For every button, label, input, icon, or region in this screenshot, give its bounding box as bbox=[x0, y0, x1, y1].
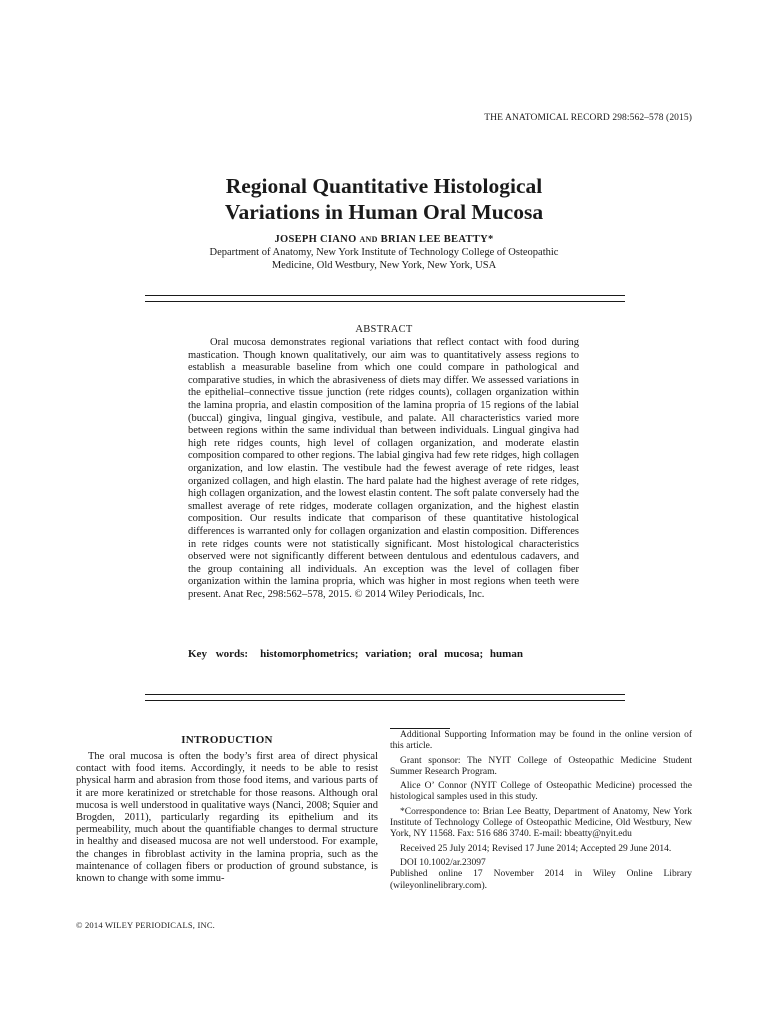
journal-header: THE ANATOMICAL RECORD 298:562–578 (2015) bbox=[484, 113, 692, 123]
author-beatty: BRIAN LEE BEATTY* bbox=[380, 234, 494, 245]
footnotes bbox=[390, 730, 692, 892]
footnote-doi: DOI 10.1002/ar.23097 bbox=[400, 857, 486, 868]
footnote-rule bbox=[390, 728, 450, 729]
footnote-acknowledgment: Alice O’ Connor (NYIT College of Osteopathic Medicine) processed the histological samples used in this study. bbox=[390, 781, 692, 803]
bottom-rule-1 bbox=[145, 694, 625, 695]
abstract-body: Oral mucosa demonstrates regional variations that reflect contact with food during mastication. Though known qualitatively, our aim was to quantitatively assess regions to establish a measurable baseline from which one could compare in pathological and comparative studies, in which the abrasiveness of diets may differ. We assessed variations in the epithelial–connective tissue junction (rete ridges counts), collagen organization within the lamina propria, and elastin composition of the lamina propria of 15 regions of the labial (buccal) gingiva, lingual gingiva, vestibule, and palate. All characteristics varied more between regions within the same individual than between individuals. Lingual gingiva had high rete ridges counts, high level of collagen organization, and moderate elastin composition compared to other regions. The labial gingiva had few rete ridges, high collagen organization, and low elastin. The vestibule had the fewest average of rete ridges, least organized collagen, and high elastin. The hard palate had the highest average of rete ridges, high collagen organization, and the lowest elastin content. The soft palate conversely had the smallest average of rete ridges, moderate collagen organization, and the highest elastin composition. Our results indicate that comparison of these quantitative histological differences is warranted only for collagen organization and elastin composition. Differences in rete ridges counts were not statistically significant. Most histological characteristics observed were not significantly different between dentulous and edentulous cadavers, and the group containing all individuals. An exception was the level of collagen fiber organization within the lamina propria, which was higher in most regions when teeth were present. Anat Rec, 298:562–578, 2015. © 2014 Wiley Periodicals, Inc. bbox=[188, 337, 579, 600]
affiliation-line-1: Department of Anatomy, New York Institute of Technology College of Osteopathic bbox=[209, 247, 559, 258]
authors bbox=[0, 234, 768, 245]
footnote-grant: Grant sponsor: The NYIT College of Osteopathic Medicine Student Summer Research Program. bbox=[390, 755, 692, 777]
top-rule-2 bbox=[145, 301, 625, 302]
keywords-label: Key words: bbox=[188, 648, 249, 660]
footnote-received: Received 25 July 2014; Revised 17 June 2014; Accepted 29 June 2014. bbox=[400, 843, 672, 854]
footnote-published: Published online 17 November 2014 in Wiley Online Library (wileyonlinelibrary.com). bbox=[390, 869, 692, 891]
introduction-heading: INTRODUCTION bbox=[181, 734, 273, 746]
affiliation-line-2: Medicine, Old Westbury, New York, New York, USA bbox=[271, 260, 497, 271]
title-line-2: Variations in Human Oral Mucosa bbox=[224, 200, 544, 224]
footnote-correspondence: *Correspondence to: Brian Lee Beatty, Department of Anatomy, New York Institute of Technology College of Osteopathic Medicine, Old Westbury, New York, NY 11568. Fax: 516 686 3740. E-mail: bbeatty@nyit.edu bbox=[390, 806, 692, 840]
title-line-1: Regional Quantitative Histological bbox=[225, 174, 543, 198]
abstract-heading: ABSTRACT bbox=[355, 324, 413, 335]
footnote-supporting-info: Additional Supporting Information may be found in the online version of this article. bbox=[390, 730, 692, 752]
keywords-text: histomorphometrics; variation; oral mucosa; human bbox=[260, 648, 523, 660]
keywords bbox=[188, 648, 579, 661]
top-rule-1 bbox=[145, 295, 625, 296]
article-title bbox=[0, 173, 768, 225]
copyright: © 2014 WILEY PERIODICALS, INC. bbox=[76, 920, 216, 930]
bottom-rule-2 bbox=[145, 700, 625, 701]
introduction-body: The oral mucosa is often the body’s first area of direct physical contact with food items. Accordingly, it needs to be able to resist physical harm and abrasion from those food items, and various parts of it are more keratinized or stretchable for those reasons. Although oral mucosa is well understood in qualitative ways (Nanci, 2008; Squier and Brogden, 2011), particularly regarding its epithelium and its permeability, much about the quantifiable changes to dermal structure in healthy and diseased mucosa are not well understood. For example, the changes in fibroblast activity in the lamina propria, such as the maintenance of collagen fibers or production of ground substance, is known to change with some immu- bbox=[76, 751, 378, 885]
author-ciano: JOSEPH CIANO bbox=[274, 234, 357, 245]
author-conjunction: AND bbox=[359, 235, 378, 244]
affiliation bbox=[0, 246, 768, 272]
